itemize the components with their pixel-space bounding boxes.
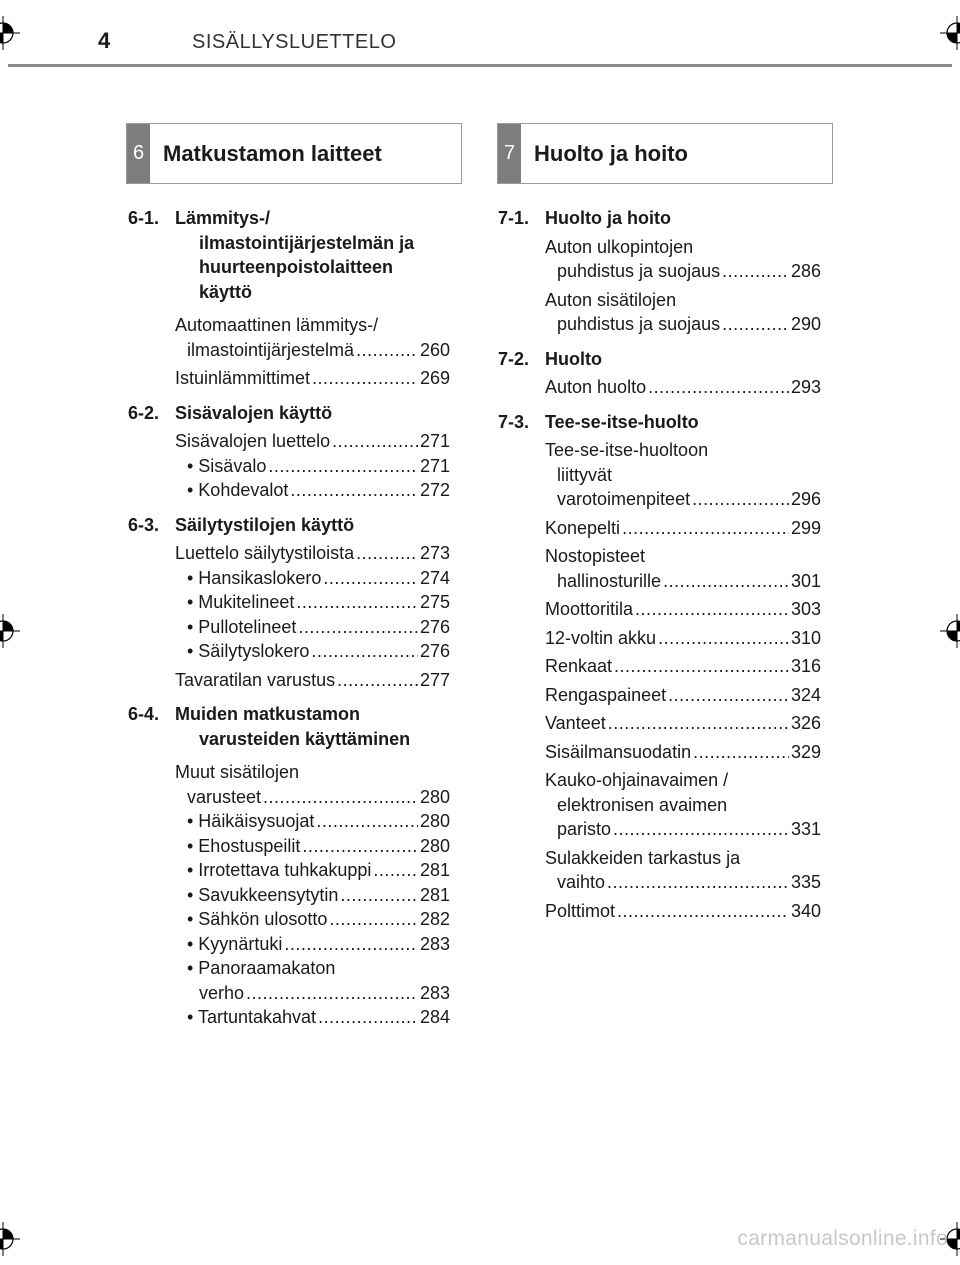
- entry-text: liittyvät: [557, 464, 613, 485]
- leader-dots: [614, 654, 789, 679]
- entry-text: vaihto: [557, 872, 606, 892]
- leader-dots: [284, 932, 418, 957]
- page-ref: 286: [790, 261, 821, 281]
- leader-dots: [722, 312, 789, 337]
- heading-line: huurteenpoistolaitteen: [199, 257, 394, 277]
- registration-mark-icon: [0, 16, 20, 50]
- toc-bullet[interactable]: [187, 883, 450, 908]
- page-ref: 273: [419, 543, 450, 563]
- page-ref: 271: [419, 455, 450, 476]
- page-ref: 296: [790, 489, 821, 509]
- leader-dots: [323, 566, 418, 591]
- entry-text: Auton huolto: [545, 377, 647, 397]
- entry-text: varusteet: [187, 786, 262, 807]
- leader-dots: [373, 858, 418, 883]
- leader-dots: [648, 375, 789, 400]
- section-7-title: Huolto ja hoito: [534, 141, 688, 166]
- leader-dots: [318, 1005, 418, 1030]
- page-ref: 284: [419, 1007, 450, 1027]
- entry-text: Renkaat: [545, 656, 613, 676]
- entry-text: paristo: [557, 819, 612, 839]
- leader-dots: [692, 487, 789, 512]
- leader-dots: [312, 366, 418, 391]
- toc-heading[interactable]: [128, 401, 450, 426]
- toc-heading[interactable]: [128, 513, 450, 538]
- toc-entry[interactable]: [175, 313, 450, 362]
- toc-entry[interactable]: [545, 516, 821, 541]
- toc-entry[interactable]: [545, 438, 821, 512]
- toc-heading[interactable]: [498, 347, 821, 372]
- entry-text: Sisäilmansuodatin: [545, 741, 692, 762]
- entry-text: hallinosturille: [557, 570, 662, 591]
- page-ref: 301: [790, 570, 821, 591]
- toc-entry[interactable]: [545, 711, 821, 736]
- page-ref: 340: [790, 900, 821, 921]
- page-ref: 272: [419, 480, 450, 500]
- leader-dots: [668, 683, 789, 708]
- toc-section-7: [498, 206, 821, 923]
- leader-dots: [613, 817, 789, 842]
- entry-text: Luettelo säilytystiloista: [175, 543, 355, 563]
- toc-entry[interactable]: [545, 597, 821, 622]
- entry-text: Sisävalojen luettelo: [175, 431, 331, 451]
- leader-dots: [340, 883, 418, 908]
- toc-bullet[interactable]: [187, 1005, 450, 1030]
- toc-entry[interactable]: [175, 668, 450, 693]
- watermark: carmanualsonline.info: [737, 1227, 948, 1250]
- bullet-text: • Tartuntakahvat: [187, 1007, 317, 1027]
- entry-text: Sulakkeiden tarkastus ja: [545, 847, 741, 868]
- toc-heading[interactable]: [128, 702, 450, 751]
- page-ref: 335: [790, 872, 821, 892]
- heading-text: [175, 206, 450, 304]
- bullet-text: • Irrotettava tuhkakuppi: [187, 860, 372, 880]
- leader-dots: [617, 899, 789, 924]
- toc-entry[interactable]: [545, 740, 821, 765]
- page-ref: 293: [790, 377, 821, 397]
- toc-bullet[interactable]: [187, 809, 450, 834]
- entry-text: Automaattinen lämmitys-/: [175, 315, 379, 335]
- entry-text: Kauko-ohjainavaimen /: [545, 770, 729, 790]
- bullet-text: • Hansikaslokero: [187, 567, 322, 588]
- toc-entry[interactable]: [545, 899, 821, 924]
- heading-number: 7-2.: [498, 348, 530, 369]
- toc-bullet[interactable]: [187, 478, 450, 503]
- leader-dots: [608, 711, 789, 736]
- toc-bullet[interactable]: [187, 615, 450, 640]
- leader-dots: [635, 597, 789, 622]
- header-title: SISÄLLYSLUETTELO: [192, 31, 397, 53]
- page-ref: 276: [419, 616, 450, 637]
- toc-bullet[interactable]: [187, 454, 450, 479]
- entry-text: Nostopisteet: [545, 546, 646, 566]
- page-ref: 282: [419, 909, 450, 929]
- heading-line: käyttö: [199, 281, 253, 302]
- toc-heading[interactable]: [128, 206, 450, 304]
- heading-line: Muiden matkustamon: [175, 704, 361, 724]
- bullet-text: • Kyynärtuki: [187, 933, 283, 954]
- page-ref: 274: [419, 567, 450, 588]
- heading-number: 7-3.: [498, 411, 530, 432]
- page-ref: 324: [790, 684, 821, 705]
- leader-dots: [658, 626, 789, 651]
- page-ref: 329: [790, 741, 821, 762]
- page-ref: 271: [419, 431, 450, 451]
- page-ref: 280: [419, 811, 450, 831]
- heading-line: varusteiden käyttäminen: [199, 728, 411, 749]
- leader-dots: [311, 639, 418, 664]
- toc-bullet[interactable]: [187, 932, 450, 957]
- section-7-number: 7: [498, 124, 521, 183]
- page-ref: 310: [790, 627, 821, 648]
- leader-dots: [356, 338, 418, 363]
- entry-text: ilmastointijärjestelmä: [187, 339, 355, 360]
- leader-dots: [337, 668, 418, 693]
- leader-dots: [316, 809, 418, 834]
- page-ref: 283: [419, 982, 450, 1003]
- leader-dots: [356, 541, 418, 566]
- leader-dots: [329, 907, 418, 932]
- leader-dots: [263, 785, 418, 810]
- page-ref: 280: [419, 835, 450, 856]
- header-divider: [8, 64, 952, 67]
- heading-line: ilmastointijärjestelmän ja: [199, 232, 415, 253]
- page-ref: 326: [790, 713, 821, 733]
- toc-entry[interactable]: [545, 235, 821, 284]
- heading-number: 6-2.: [128, 402, 160, 423]
- leader-dots: [296, 590, 418, 615]
- toc-entry[interactable]: [545, 375, 821, 400]
- heading-text: Tee-se-itse-huolto: [545, 411, 699, 432]
- page-ref: 316: [790, 656, 821, 676]
- entry-text: Auton ulkopintojen: [545, 236, 694, 257]
- toc-entry[interactable]: [175, 429, 450, 454]
- bullet-text: • Ehostuspeilit: [187, 835, 301, 856]
- toc-entry[interactable]: [545, 288, 821, 337]
- toc-bullet[interactable]: [187, 956, 450, 1005]
- heading-text: [175, 702, 450, 751]
- toc-heading[interactable]: [498, 410, 821, 435]
- bullet-text: • Häikäisysuojat: [187, 811, 315, 831]
- toc-entry[interactable]: [175, 760, 450, 809]
- toc-entry[interactable]: [545, 683, 821, 708]
- page-ref: 290: [790, 314, 821, 334]
- leader-dots: [607, 870, 789, 895]
- bullet-text: • Säilytyslokero: [187, 641, 310, 661]
- leader-dots: [332, 429, 418, 454]
- page-ref: 281: [419, 860, 450, 880]
- heading-number: 6-4.: [128, 704, 160, 724]
- bullet-text: verho: [199, 982, 245, 1003]
- registration-mark-icon: [0, 614, 20, 648]
- toc-entry[interactable]: [175, 541, 450, 566]
- leader-dots: [722, 259, 789, 284]
- leader-dots: [290, 478, 418, 503]
- heading-line: Lämmitys-/: [175, 208, 271, 228]
- section-6-title: Matkustamon laitteet: [163, 141, 382, 166]
- entry-text: elektronisen avaimen: [557, 794, 728, 815]
- toc-bullet[interactable]: [187, 639, 450, 664]
- entry-text: Tavaratilan varustus: [175, 669, 336, 690]
- section-7-header: [497, 123, 833, 184]
- page-ref: 277: [419, 669, 450, 690]
- leader-dots: [622, 516, 789, 541]
- toc-bullet[interactable]: [187, 907, 450, 932]
- toc-bullet[interactable]: [187, 834, 450, 859]
- leader-dots: [663, 569, 789, 594]
- page-ref: 276: [419, 641, 450, 661]
- toc-entry[interactable]: [545, 626, 821, 651]
- page-ref: 281: [419, 884, 450, 905]
- bullet-text: • Mukitelineet: [187, 592, 295, 612]
- registration-mark-icon: [940, 16, 960, 50]
- section-6-number: 6: [127, 124, 150, 183]
- toc-heading[interactable]: [498, 206, 821, 231]
- bullet-text: • Pullotelineet: [187, 616, 297, 637]
- entry-text: Rengaspaineet: [545, 684, 667, 705]
- heading-text: Säilytystilojen käyttö: [175, 514, 355, 535]
- entry-text: Istuinlämmittimet: [175, 368, 311, 388]
- heading-text: Huolto ja hoito: [545, 208, 671, 228]
- leader-dots: [298, 615, 418, 640]
- registration-mark-icon: [0, 1222, 20, 1256]
- toc-entry[interactable]: [545, 544, 821, 593]
- entry-text: varotoimenpiteet: [557, 489, 691, 509]
- page-ref: 260: [419, 339, 450, 360]
- entry-text: 12-voltin akku: [545, 627, 657, 648]
- entry-text: Konepelti: [545, 517, 621, 538]
- toc-entry[interactable]: [545, 654, 821, 679]
- toc-section-6: [128, 206, 450, 1030]
- page-ref: 269: [419, 368, 450, 388]
- entry-text: Tee-se-itse-huoltoon: [545, 440, 709, 460]
- page-ref: 303: [790, 599, 821, 619]
- leader-dots: [302, 834, 418, 859]
- entry-text: puhdistus ja suojaus: [557, 261, 721, 281]
- leader-dots: [693, 740, 789, 765]
- bullet-text: • Savukkeensytytin: [187, 884, 339, 905]
- heading-number: 7-1.: [498, 208, 530, 228]
- entry-text: Polttimot: [545, 900, 616, 921]
- bullet-text: • Sisävalo: [187, 455, 267, 476]
- heading-number: 6-3.: [128, 514, 160, 535]
- section-6-header: [126, 123, 462, 184]
- toc-entry[interactable]: [545, 846, 821, 895]
- entry-text: Moottoritila: [545, 599, 634, 619]
- page-ref: 275: [419, 592, 450, 612]
- toc-entry[interactable]: [175, 366, 450, 391]
- entry-text: Auton sisätilojen: [545, 289, 677, 310]
- toc-bullet[interactable]: [187, 566, 450, 591]
- bullet-text: • Kohdevalot: [187, 480, 289, 500]
- bullet-text: • Sähkön ulosotto: [187, 909, 328, 929]
- toc-bullet[interactable]: [187, 858, 450, 883]
- heading-number: 6-1.: [128, 208, 160, 228]
- heading-text: Sisävalojen käyttö: [175, 402, 333, 423]
- registration-mark-icon: [940, 614, 960, 648]
- bullet-text: • Panoraamakaton: [187, 958, 336, 978]
- page-ref: 299: [790, 517, 821, 538]
- entry-text: puhdistus ja suojaus: [557, 314, 721, 334]
- heading-text: Huolto: [545, 348, 602, 369]
- toc-entry[interactable]: [545, 768, 821, 842]
- entry-text: Vanteet: [545, 713, 606, 733]
- entry-text: Muut sisätilojen: [175, 762, 300, 782]
- page-ref: 331: [790, 819, 821, 839]
- toc-bullet[interactable]: [187, 590, 450, 615]
- page-ref: 283: [419, 933, 450, 954]
- page-number: 4: [98, 28, 111, 53]
- leader-dots: [246, 981, 418, 1006]
- leader-dots: [268, 454, 418, 479]
- page-ref: 280: [419, 786, 450, 807]
